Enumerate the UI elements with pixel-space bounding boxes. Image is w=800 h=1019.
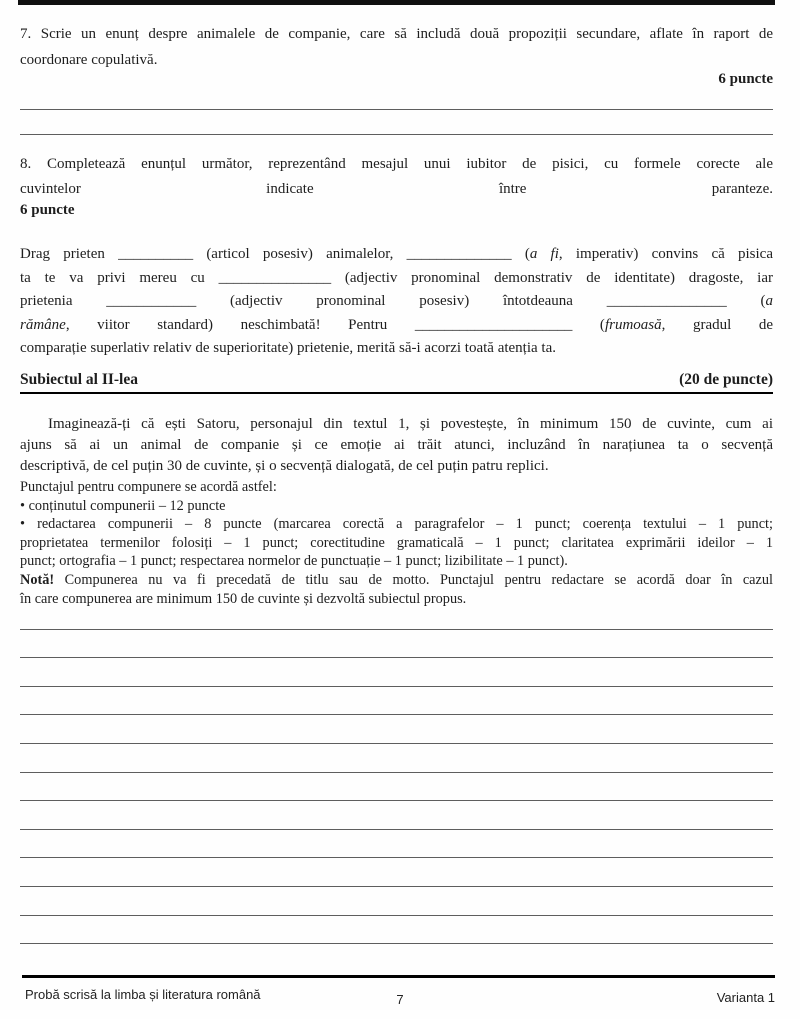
answer-line xyxy=(20,110,773,136)
text-line: rămâne, viitor standard) neschimbată! Pentru _____________________ (frumoasă, gradul de xyxy=(20,316,773,333)
footer-exam-name: Probă scrisă la limba și literatura română xyxy=(25,987,261,1002)
question-8-fill-in-text xyxy=(20,243,773,361)
text-line: • conținutul compunerii – 12 puncte xyxy=(20,497,226,514)
question-7-answer-lines xyxy=(20,84,773,135)
answer-line xyxy=(20,715,773,744)
text-line: Imaginează-ți că ești Satoru, personajul din textul 1, și povestește, în minimum 150 de cuvinte, cum ai xyxy=(48,416,773,432)
composition-brief xyxy=(20,414,773,477)
footer xyxy=(25,987,776,1007)
footer-rule xyxy=(22,975,775,978)
footer-page-number: 7 xyxy=(396,992,404,1007)
answer-line xyxy=(20,658,773,687)
answer-line xyxy=(20,773,773,802)
text-line: 7. Scrie un enunț despre animalele de companie, care să includă două propoziții secundare, aflate în raport de xyxy=(20,26,773,42)
answer-line xyxy=(20,916,773,945)
answer-line xyxy=(20,687,773,716)
text-line: Notă! Compunerea nu va fi precedată de titlu sau de motto. Punctajul pentru redactare se acordă doar în cazul xyxy=(20,571,773,588)
text-line: Drag prieten __________ (articol posesiv) animalelor, ______________ (a fi, imperativ) convins că pisica xyxy=(20,246,773,262)
text-line: 8. Completează enunțul următor, reprezentând mesajul unui iubitor de pisici, cu formele corecte ale xyxy=(20,156,773,172)
text-line: • redactarea compunerii – 8 puncte (marcarea corectă a paragrafelor – 1 punct; coerența textului – 1 punct; xyxy=(20,516,773,533)
section-2-title: Subiectul al II-lea xyxy=(20,371,138,388)
answer-line xyxy=(20,830,773,859)
scoring-criteria xyxy=(20,478,773,608)
top-border-bar xyxy=(18,0,775,5)
text-line: comparație superlativ relativ de superioritate) prietenie, merită să-i acorzi toată atenția ta. xyxy=(20,340,556,356)
answer-line xyxy=(20,801,773,830)
footer-variant: Varianta 1 xyxy=(716,990,776,1005)
text-line: prietenia ____________ (adjectiv pronominal posesiv) întotdeauna ________________ (a xyxy=(20,293,773,309)
section-2-heading xyxy=(20,371,773,394)
section-2-points: (20 de puncte) xyxy=(679,371,773,388)
question-8-intro xyxy=(20,152,773,202)
text-line: coordonare copulativă. xyxy=(20,52,158,68)
composition-answer-lines xyxy=(20,601,773,944)
text-line: ta te va privi mereu cu _______________ (adjectiv pronominal demonstrativ de identitate) dragoste, iar xyxy=(20,269,773,286)
answer-line xyxy=(20,744,773,773)
text-line: cuvintelor indicate între paranteze. xyxy=(20,181,773,197)
text-line: ajuns să ai un animal de companie și ce emoție ai trăit atunci, incluzând în narațiunea ta o secvență xyxy=(20,437,773,453)
text-line: proprietatea termenilor folosiți – 1 punct; corectitudine gramaticală – 1 punct; claritatea exprimării ideilor – 1 xyxy=(20,534,773,551)
answer-line xyxy=(20,84,773,110)
answer-line xyxy=(20,601,773,630)
question-7-points: 6 puncte xyxy=(718,71,773,87)
text-line: descriptivă, de cel puțin 30 de cuvinte, și o secvență dialogată, de cel puțin patru replici. xyxy=(20,458,549,474)
question-8-points: 6 puncte xyxy=(20,202,75,218)
text-line: punct; ortografia – 1 punct; respectarea normelor de punctuație – 1 punct; lizibilitate – 1 punct). xyxy=(20,553,568,570)
question-7-text xyxy=(20,21,773,73)
text-line: în care compunerea are minimum 150 de cuvinte și dezvoltă subiectul propus. xyxy=(20,590,467,607)
text-line: Punctajul pentru compunere se acordă astfel: xyxy=(20,479,277,495)
answer-line xyxy=(20,630,773,659)
answer-line xyxy=(20,858,773,887)
answer-line xyxy=(20,887,773,916)
